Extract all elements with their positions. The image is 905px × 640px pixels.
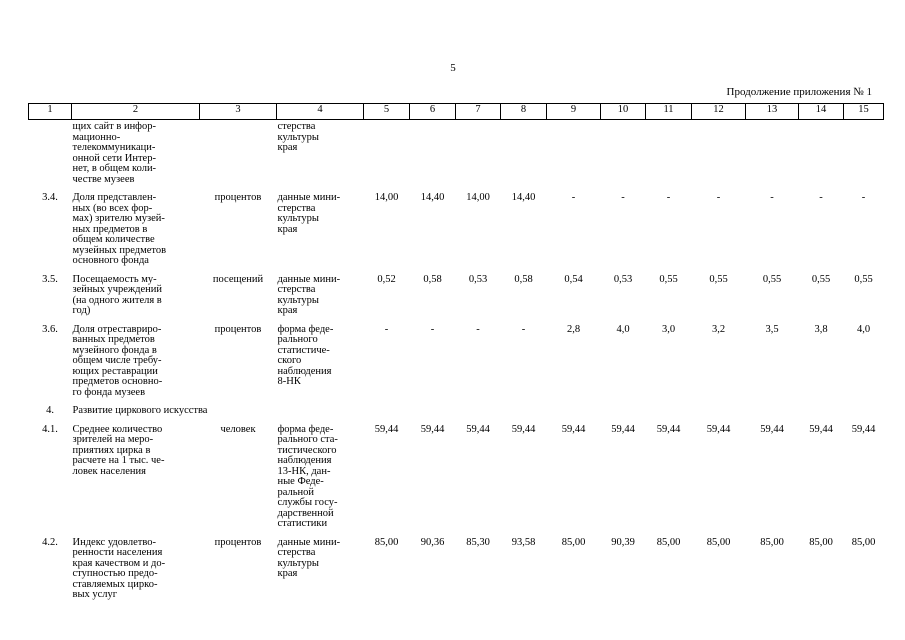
value-cell: 85,30 (466, 536, 490, 548)
value-cell: 90,36 (420, 536, 445, 548)
value-cell (410, 120, 456, 190)
row-number: 4. (46, 405, 54, 416)
row-number: 3.5. (42, 273, 58, 285)
value-cell: 59,44 (611, 423, 635, 435)
row-number: 4.1. (42, 423, 58, 435)
value-cell (547, 120, 601, 190)
header-row (29, 104, 884, 120)
header-cell: 4 (277, 104, 364, 120)
indicators-table (28, 103, 884, 605)
value-cell: 85,00 (374, 536, 399, 548)
header-cell: 2 (72, 104, 200, 120)
value-cell: 59,44 (706, 423, 731, 435)
section-title: Развитие циркового искусства (72, 405, 208, 416)
value-cell: 14,00 (374, 192, 399, 203)
header-cell: 7 (456, 104, 501, 120)
value-cell: 85,00 (561, 536, 586, 548)
value-cell (646, 120, 692, 190)
value-cell: 4,0 (616, 323, 630, 335)
value-cell: - (621, 192, 625, 203)
value-cell: - (861, 192, 866, 203)
value-cell: 85,00 (809, 536, 833, 548)
header-cell: 9 (547, 104, 601, 120)
source-cell: стерства культуры края (277, 121, 319, 153)
value-cell (501, 120, 547, 190)
indicator-name: Посещаемость му- зейных учреждений (на одного жителя в год) (72, 273, 163, 316)
value-cell: 4,0 (856, 323, 871, 335)
value-cell: 0,58 (514, 273, 533, 285)
value-cell: 0,52 (377, 273, 396, 285)
value-cell: 85,00 (851, 536, 876, 548)
value-cell (601, 120, 646, 190)
value-cell: 0,55 (854, 273, 873, 285)
value-cell: 85,00 (760, 536, 784, 548)
value-cell: 93,58 (511, 536, 536, 548)
indicator-name: Индекс удовлетво- ренности населения края качеством и до- ступностью предо- ставляемых цирко- вых услуг (72, 536, 166, 600)
source-cell: форма феде- рального ста- тистического наблюдения 13-НК, дан- ные Феде- ральной службы госу- дарственной статистики (277, 423, 338, 529)
continuation-note: Продолжение приложения № 1 (726, 86, 872, 98)
table-row (29, 321, 884, 403)
unit-cell: процентов (214, 536, 262, 548)
value-cell (799, 120, 844, 190)
value-cell (364, 120, 410, 190)
value-cell: 0,54 (564, 273, 583, 285)
header-cell: 10 (601, 104, 646, 120)
value-cell (746, 120, 799, 190)
value-cell: 59,44 (466, 423, 490, 435)
value-cell: 3,8 (814, 323, 828, 335)
unit-cell: процентов (214, 192, 262, 203)
value-cell: - (430, 323, 435, 335)
value-cell: 14,00 (466, 192, 490, 203)
value-cell: 59,44 (656, 423, 681, 435)
value-cell: - (716, 192, 721, 203)
table-row (29, 421, 884, 534)
source-cell: форма феде- рального статистиче- ского наблюдения 8-НК (277, 323, 334, 387)
header-cell: 13 (746, 104, 799, 120)
header-cell: 6 (410, 104, 456, 120)
header-cell: 12 (692, 104, 746, 120)
indicator-name: Среднее количество зрителей на меро- приятиях цирка в расчете на 1 тыс. че- ловек населения (72, 423, 165, 477)
source-cell: данные мини- стерства культуры края (277, 192, 341, 235)
value-cell: 3,2 (711, 323, 726, 335)
value-cell: 14,40 (511, 192, 536, 203)
header-cell: 1 (29, 104, 72, 120)
value-cell: 85,00 (706, 536, 731, 548)
value-cell: 59,44 (809, 423, 833, 435)
row-number: 3.4. (42, 192, 58, 203)
header-cell: 5 (364, 104, 410, 120)
value-cell: 59,44 (561, 423, 586, 435)
unit-cell: посещений (212, 273, 264, 285)
header-cell: 15 (844, 104, 884, 120)
value-cell: 0,53 (613, 273, 633, 285)
value-cell: 0,53 (468, 273, 488, 285)
value-cell: - (571, 192, 576, 203)
table-row (29, 271, 884, 321)
table-row (29, 534, 884, 605)
value-cell: 0,55 (659, 273, 678, 285)
value-cell: 0,55 (709, 273, 728, 285)
value-cell: 3,5 (765, 323, 779, 335)
value-cell (456, 120, 501, 190)
value-cell: 59,44 (420, 423, 445, 435)
value-cell: - (521, 323, 526, 335)
value-cell: - (819, 192, 823, 203)
value-cell: 0,55 (762, 273, 782, 285)
value-cell: 59,44 (851, 423, 876, 435)
unit-cell (200, 120, 277, 190)
unit-cell: человек (220, 423, 256, 435)
indicator-name: щих сайт в инфор- мационно- телекоммуникаци- онной сети Интер- нет, в общем коли- честве музеев (72, 121, 157, 185)
value-cell: 0,55 (811, 273, 831, 285)
value-cell: 14,40 (420, 192, 445, 203)
unit-cell: процентов (214, 323, 262, 335)
header-cell: 14 (799, 104, 844, 120)
value-cell: 85,00 (656, 536, 681, 548)
value-cell: - (666, 192, 671, 203)
source-cell: данные мини- стерства культуры края (277, 273, 341, 316)
value-cell: 2,8 (566, 323, 581, 335)
row-number (29, 120, 72, 190)
table-row (29, 189, 884, 271)
row-number: 4.2. (42, 536, 58, 548)
page-number: 5 (450, 62, 456, 74)
source-cell: данные мини- стерства культуры края (277, 536, 341, 579)
value-cell (692, 120, 746, 190)
value-cell: - (770, 192, 774, 203)
value-cell: 59,44 (511, 423, 536, 435)
header-cell: 8 (501, 104, 547, 120)
indicator-name: Доля представлен- ных (во всех фор- мах) зрителю музей- ных предметов в общем количестве музейных предметов основного фонда (72, 192, 167, 266)
value-cell: 59,44 (760, 423, 784, 435)
section-row (29, 402, 884, 421)
value-cell: 90,39 (611, 536, 635, 548)
value-cell: - (384, 323, 389, 335)
row-number: 3.6. (42, 323, 58, 335)
value-cell: 0,58 (423, 273, 442, 285)
value-cell: 59,44 (374, 423, 399, 435)
value-cell: 3,0 (661, 323, 676, 335)
value-cell (844, 120, 884, 190)
indicator-name: Доля отреставриро- ванных предметов музейного фонда в общем числе требу- ющих реставрации предметов основно- го фонда музеев (72, 323, 163, 398)
value-cell: - (476, 323, 480, 335)
table-row (29, 120, 884, 190)
header-cell: 11 (646, 104, 692, 120)
header-cell: 3 (200, 104, 277, 120)
